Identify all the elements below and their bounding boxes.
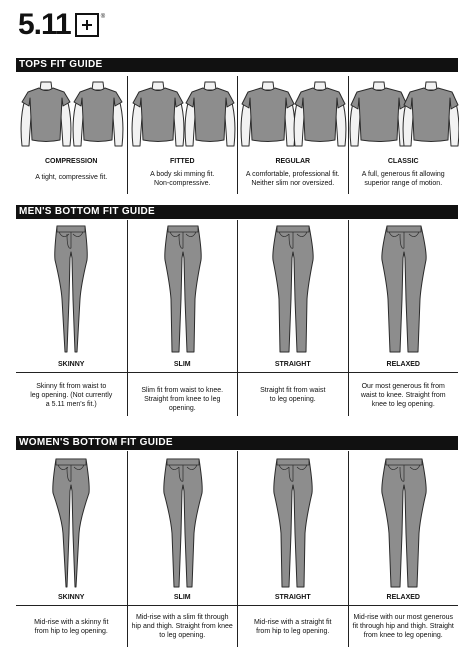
mens-relaxed-cell <box>348 220 459 416</box>
mens-straight-pants-figure <box>238 224 348 356</box>
tops-desc-fitted: A body ski mming fit. Non-compressive. <box>150 171 215 187</box>
womens-slim-cell <box>127 451 238 647</box>
tops-section-title: TOPS FIT GUIDE <box>16 58 458 72</box>
womens-relaxed-pants-figure <box>349 457 459 591</box>
tops-desc-regular: A comfortable, professional fit. Neither slim nor oversized. <box>245 171 340 187</box>
womens-label-skinny: SKINNY <box>58 594 85 601</box>
mens-bottom-grid <box>16 220 458 416</box>
tops-label-fitted: FITTED <box>170 158 195 165</box>
mens-skinny-cell <box>16 220 127 416</box>
mens-relaxed-waistband <box>387 226 421 232</box>
womens-desc-straight: Mid-rise with a straight fit from hip to leg opening. <box>254 619 332 635</box>
tops-label-classic: CLASSIC <box>387 158 419 165</box>
womens-relaxed-cell <box>348 451 459 647</box>
tops-label-regular: REGULAR <box>275 158 311 165</box>
tops-label-compression: COMPRESSION <box>44 158 98 165</box>
fitted-rear-neck <box>204 82 216 90</box>
classic-front-neck <box>373 82 385 90</box>
womens-desc-relaxed: Mid-rise with our most generous fit through hip and thigh. Straight from knee to leg opening. <box>352 614 454 639</box>
womens-skinny-pants-figure <box>16 457 126 591</box>
classic-front-shirt <box>351 88 407 142</box>
womens-straight-waistband <box>277 459 309 465</box>
womens-label-straight: STRAIGHT <box>274 594 311 601</box>
mens-label-straight: STRAIGHT <box>274 361 311 368</box>
mens-label-slim: SLIM <box>173 361 191 368</box>
mens-desc-straight: Straight fit from waist to leg opening. <box>260 387 326 403</box>
classic-shirt-figure <box>349 80 459 152</box>
mens-relaxed-pants-figure <box>349 224 459 356</box>
tops-compression-cell <box>16 76 127 194</box>
classic-rear-neck <box>425 82 437 90</box>
tops-desc-classic: A full, generous fit allowing superior range of motion. <box>361 171 445 187</box>
regular-front-neck <box>262 82 274 90</box>
womens-divider-rule <box>16 605 458 606</box>
mens-bottom-section-title: MEN'S BOTTOM FIT GUIDE <box>16 205 458 219</box>
mens-straight-waistband <box>277 226 309 232</box>
mens-slim-pants-figure <box>128 224 238 356</box>
mens-desc-relaxed: Our most generous fit from waist to knee. Straight from knee to leg opening. <box>360 383 446 408</box>
compression-front-neck <box>40 82 52 90</box>
regular-rear-neck <box>314 82 326 90</box>
mens-label-skinny: SKINNY <box>58 361 85 368</box>
womens-skinny-waistband <box>56 459 86 465</box>
womens-straight-pants-figure <box>238 457 348 591</box>
tops-desc-compression: A tight, compressive fit. <box>35 174 108 181</box>
mens-divider-rule <box>16 372 458 373</box>
logo-text: 5.11 <box>18 8 71 41</box>
compression-rear-neck <box>92 82 104 90</box>
tops-grid <box>16 76 458 194</box>
womens-slim-pants-figure <box>128 457 238 591</box>
womens-label-relaxed: RELAXED <box>386 594 420 601</box>
compression-shirt-figure <box>16 80 126 152</box>
womens-desc-slim: Mid-rise with a slim fit through hip and thigh. Straight from knee to leg opening. <box>131 614 233 639</box>
mens-desc-skinny: Skinny fit from waist to leg opening. (Not currently a 5.11 men's fit.) <box>30 383 113 408</box>
tops-fitted-cell <box>127 76 238 194</box>
tops-classic-cell <box>348 76 459 194</box>
mens-label-relaxed: RELAXED <box>386 361 420 368</box>
womens-bottom-section-title: WOMEN'S BOTTOM FIT GUIDE <box>16 436 458 450</box>
womens-bottom-grid <box>16 451 458 647</box>
fitted-front-neck <box>152 82 164 90</box>
regular-shirt-figure <box>238 80 348 152</box>
trademark-mark: ® <box>100 14 106 20</box>
womens-slim-waistband <box>167 459 199 465</box>
mens-straight-cell <box>237 220 348 416</box>
womens-desc-skinny: Mid-rise with a skinny fit from hip to leg opening. <box>34 619 109 635</box>
womens-relaxed-waistband <box>386 459 422 465</box>
womens-skinny-cell <box>16 451 127 647</box>
mens-slim-waistband <box>168 226 198 232</box>
mens-skinny-pants-figure <box>16 224 126 356</box>
mens-slim-cell <box>127 220 238 416</box>
mens-skinny-waistband <box>57 226 85 232</box>
womens-label-slim: SLIM <box>173 594 191 601</box>
plus-box-icon <box>75 13 99 37</box>
tops-regular-cell <box>237 76 348 194</box>
fitted-shirt-figure <box>128 80 238 152</box>
brand-logo <box>18 8 105 42</box>
womens-straight-cell <box>237 451 348 647</box>
mens-desc-slim: Slim fit from waist to knee. Straight from knee to leg opening. <box>141 387 224 412</box>
